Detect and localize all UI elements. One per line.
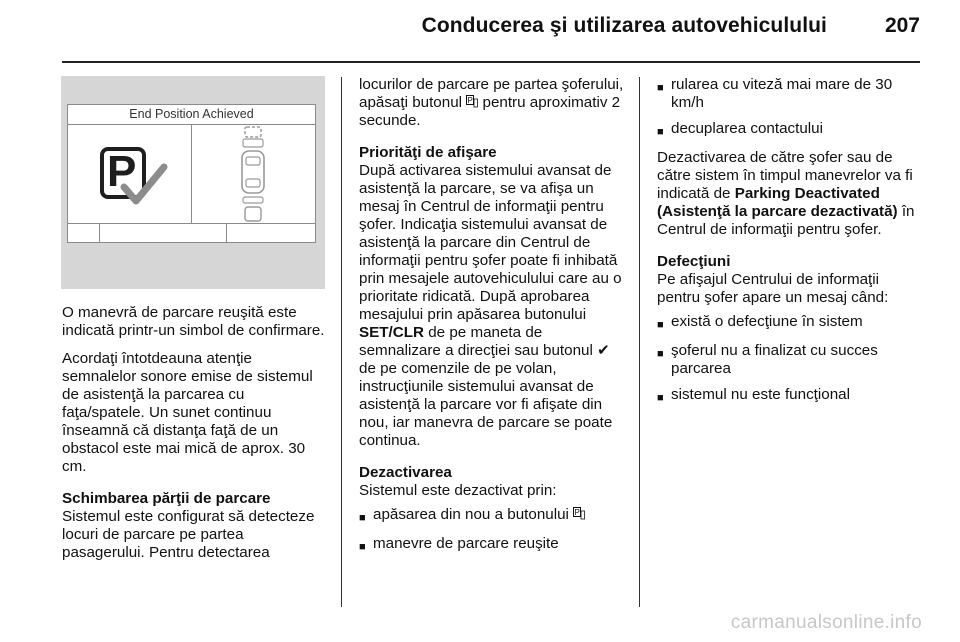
parking-p-letter: P xyxy=(107,147,137,196)
paragraph: După activarea sistemului avansat de asistenţă la parcare, se va afişa un mesaj în Centrul de informaţii pentru şofer. Indicaţia sistemului avansat de asistenţă la parcare din Centrul de informaţii pentru şofer poate fi inhibată prin mesajele autovehiculului care au o prioritate ridicată. După aprobarea mesajului prin apăsarea butonului SET/CLR de pe maneta de semnalizare a direcţiei sau butonul ✔ de pe comenzile de pe volan, instrucţiunile sistemului avansat de asistenţă la parcare vor fi afişate din nou, iar manevra de parcare se poate continua. xyxy=(359,162,622,449)
column-middle xyxy=(359,76,624,564)
parking-confirmation-icon xyxy=(98,147,168,211)
set-clr-button-label: SET/CLR xyxy=(359,324,424,341)
check-icon: ✔ xyxy=(597,342,610,359)
section-heading: Defecţiuni xyxy=(657,253,731,270)
paragraph: Sistemul este dezactivat prin: xyxy=(359,482,557,499)
list-item: ■ apăsarea din nou a butonului P xyxy=(359,506,624,527)
watermark: carmanualsonline.info xyxy=(730,612,922,633)
svg-text:P: P xyxy=(467,96,474,105)
section-heading: Priorităţi de afişare xyxy=(359,144,497,161)
bullet-icon: ■ xyxy=(657,348,664,360)
parking-assist-icon xyxy=(573,507,585,520)
bullet-icon: ■ xyxy=(657,319,664,331)
paragraph: Acordaţi întotdeauna atenţie semnalelor sonore emise de sistemul de asistenţă la parcarea cu faţa/spatele. Un sunet continuu înseamnă că distanţa faţă de un obstacol este mai mică de aprox. 30 cm. xyxy=(62,350,313,475)
list-item: ■ rularea cu viteză mai mare de 30 km/h xyxy=(657,76,893,111)
car-top-view-icon xyxy=(238,125,268,225)
screen-title: End Position Achieved xyxy=(129,107,254,121)
column-left xyxy=(62,304,327,572)
header-divider xyxy=(62,61,920,63)
list-item: ■ sistemul nu este funcţional xyxy=(657,386,922,407)
driver-info-screen xyxy=(67,104,316,243)
list-item: ■ manevre de parcare reuşite xyxy=(359,535,624,556)
paragraph: Dezactivarea de către şofer sau de către sistem în timpul manevrelor va fi indicată de Parking Deactivated (Asistenţă la parcare dezactivată) în Centrul de informaţii pentru şofer. xyxy=(657,149,915,238)
bullet-icon: ■ xyxy=(657,126,664,138)
paragraph: Pe afişajul Centrului de informaţii pentru şofer apare un mesaj când: xyxy=(657,271,889,306)
parking-deactivated-label: Parking Deactivated (Asistenţă la parcare dezactivată) xyxy=(657,185,898,220)
check-mark-icon xyxy=(98,147,168,211)
parking-assist-icon xyxy=(466,95,478,108)
list-item: ■ decuplarea contactului xyxy=(657,120,922,141)
paragraph: O manevră de parcare reuşită este indicată printr-un simbol de confirmare. xyxy=(62,304,325,339)
column-divider xyxy=(639,77,640,607)
list-item: ■ există o defecţiune în sistem xyxy=(657,313,922,334)
bullet-icon: ■ xyxy=(359,541,366,553)
display-illustration xyxy=(61,76,325,289)
section-heading: Dezactivarea xyxy=(359,464,452,481)
bullet-icon: ■ xyxy=(657,82,664,94)
paragraph: locurilor de parcare pe partea şoferului, apăsaţi butonul P pentru aproximativ 2 secunde. xyxy=(359,76,624,129)
column-divider xyxy=(341,77,342,607)
chapter-title: Conducerea şi utilizarea autovehiculului xyxy=(421,14,827,37)
paragraph: Sistemul este configurat să detecteze locuri de parcare pe partea pasagerului. Pentru detectarea xyxy=(62,508,315,561)
svg-text:P: P xyxy=(574,508,580,517)
section-heading: Schimbarea părţii de parcare xyxy=(62,490,271,507)
list-item: ■ şoferul nu a finalizat cu succes parcarea xyxy=(657,342,878,377)
column-right xyxy=(657,76,922,415)
bullet-icon: ■ xyxy=(359,512,366,524)
bullet-icon: ■ xyxy=(657,392,664,404)
page-number: 207 xyxy=(884,14,920,37)
